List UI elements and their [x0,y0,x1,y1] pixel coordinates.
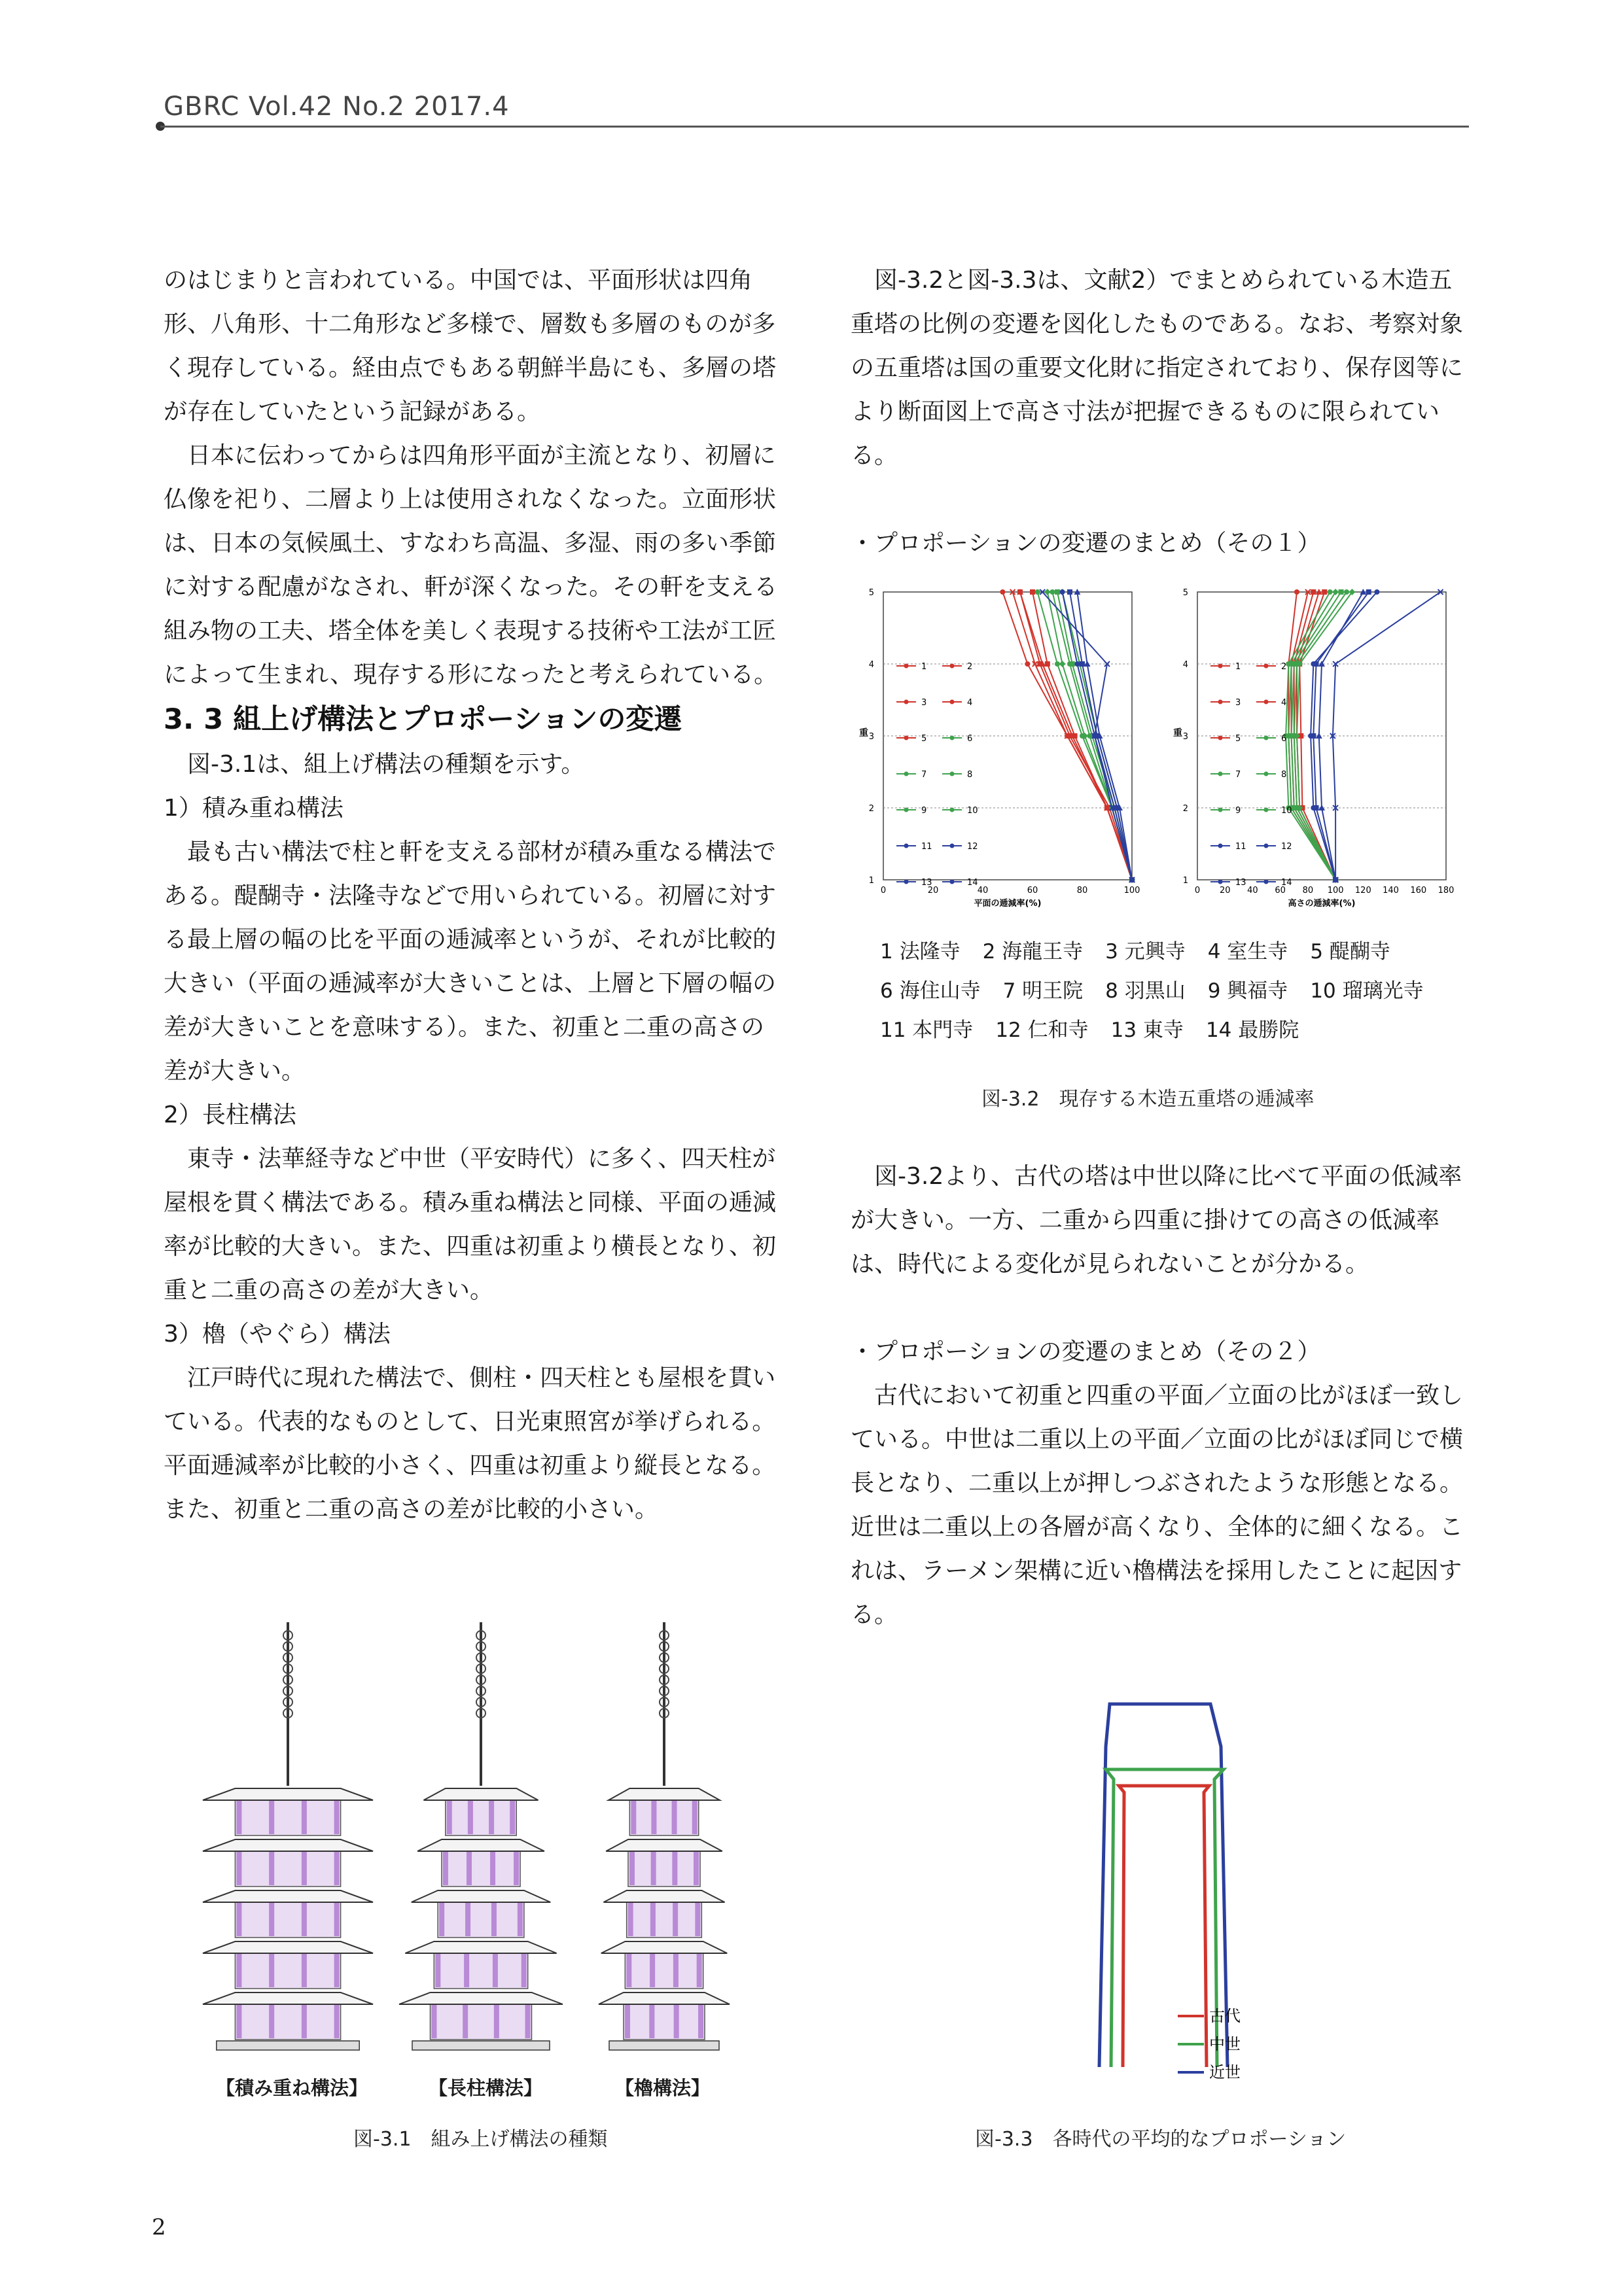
eave-roof [599,1992,730,2004]
legend-label: 5 [1235,734,1241,744]
column [651,1851,656,1885]
temple-list [880,932,1482,1050]
eave-roof [606,1839,722,1851]
eave-roof [417,1839,544,1851]
column [672,1851,677,1885]
y-axis-label: 重 [1173,728,1182,739]
legend-marker [950,844,955,848]
data-point [1072,733,1078,739]
legend-ancient: 古代 [1209,2007,1241,2025]
data-point [1087,733,1092,739]
label-long-column-method: 【長柱構法】 [429,2077,543,2099]
floor-body [434,1952,527,1989]
column [443,1851,448,1885]
y-tick-label: 3 [1182,732,1188,742]
right-column-top [851,258,1469,565]
floor-body [624,2003,705,2040]
column [334,1800,340,1834]
data-point [1366,589,1371,595]
fig-3-3-proportion [1073,1694,1302,2119]
column [432,2004,437,2038]
fig-3-1-pagodas [196,1596,733,2067]
column [269,1902,274,1936]
column [672,1800,677,1834]
legend-label: 6 [1281,734,1287,744]
column [269,1851,274,1885]
x-tick-label: 160 [1410,886,1427,896]
legend-marker [1264,844,1269,848]
column [625,2004,630,2038]
y-tick-label: 4 [868,660,874,670]
label-tower-method: 【櫓構法】 [615,2077,711,2099]
legend-label: 13 [1235,878,1246,888]
data-point [1080,661,1085,667]
legend-marker [1264,772,1269,776]
legend-marker [904,700,909,704]
legend-modern: 近世 [1209,2063,1241,2081]
legend-label: 2 [967,662,973,672]
right-para-2: 図-3.2より、古代の塔は中世以降に比べて平面の低減率が大きい。一方、二重から四重に掛けての高さの低減率は、時代による変化が見られないことが分かる。 [851,1163,1462,1278]
pagoda-sections [196,1596,733,2067]
method3-title: 3）櫓（やぐら）構法 [164,1321,391,1348]
temple-list-item: 11 本門寺 [880,1018,974,1042]
data-point [1060,589,1065,595]
floor-body [627,1901,702,1938]
column [525,2004,531,2038]
fig-3-2-caption: 図-3.2 現存する木造五重塔の逓減率 [981,1088,1315,1111]
temple-list-item: 1 法隆寺 [880,940,961,964]
left-para-1: のはじまりと言われている。中国では、平面形状は四角形、八角形、十二角形など多様で、層数も多層のものが多く現存している。経由点でもある朝鮮半島にも、多層の塔が存在していたという記録がある。 [164,267,777,425]
column [490,1851,495,1885]
floor-body [431,2003,532,2040]
y-tick-label: 4 [1182,660,1188,670]
column [467,1851,472,1885]
legend-label: 10 [1281,806,1292,816]
data-point [1339,589,1344,595]
temple-list-item: 2 海龍王寺 [982,940,1084,964]
y-tick-label: 2 [1182,804,1188,814]
column [650,1953,655,1987]
legend-marker [1264,664,1269,669]
column [465,1902,470,1936]
column [435,1953,440,1987]
temple-list-item: 12 仁和寺 [995,1018,1089,1042]
legend-marker [1218,808,1223,812]
legend-marker [904,772,909,776]
x-tick-label: 100 [1123,886,1140,896]
x-axis-label: 高さの逓減率(%) [1288,899,1356,909]
x-tick-label: 180 [1438,886,1455,896]
page-number: 2 [152,2214,166,2240]
y-axis-label: 重 [859,728,868,739]
floor-body [235,1799,340,1835]
legend-label: 5 [921,734,927,744]
legend-marker [1264,700,1269,704]
journal-header: GBRC Vol.42 No.2 2017.4 [164,92,510,122]
column [628,1902,633,1936]
legend-label: 7 [921,770,927,780]
x-tick-label: 60 [1275,886,1286,896]
section-intro: 図-3.1は、組上げ構法の種類を示す。 [187,751,585,778]
column [334,1902,340,1936]
right-para-3: 古代において初重と四重の平面／立面の比がほぼ一致している。中世は二重以上の平面／立面の比がほぼ同じで横長となり、二重以上が押しつぶされたような形態となる。近世は二重以上の各層が高くなり、全体的に細くなる。これは、ラーメン架構に近い櫓構法を採用したことに起因する。 [851,1382,1464,1628]
label-stacking-method: 【積み重ね構法】 [216,2077,368,2099]
y-tick-label: 1 [1182,876,1188,886]
temple-list-item: 4 室生寺 [1207,940,1288,964]
data-point [1035,589,1040,595]
legend-label: 13 [921,878,932,888]
legend-label: 8 [1281,770,1287,780]
era-modern-outline [1099,1704,1227,2067]
column [269,1953,274,1987]
right-column-bottom [851,1155,1469,1637]
floor-body [629,1799,698,1835]
data-point [1332,589,1339,595]
column [334,1953,340,1987]
column [269,2004,274,2038]
data-point [1311,661,1316,667]
method2-title: 2）長柱構法 [164,1102,296,1128]
legend-label: 12 [967,842,978,852]
fig-3-3-caption: 図-3.3 各時代の平均的なプロポーション [975,2128,1347,2151]
column [334,2004,340,2038]
legend-label: 9 [921,806,927,816]
method3-text: 江戸時代に現れた構法で、側柱・四天柱とも屋根を貫いている。代表的なものとして、日光東照宮が挙げられる。平面逓減率が比較的小さく、四重は初重より縦長となる。また、初重と二重の高さの差が比較的小さい。 [164,1365,776,1523]
legend-label: 4 [967,698,973,708]
legend-marker [904,844,909,848]
column [694,1851,699,1885]
legend-marker [1264,808,1269,812]
column [269,1800,274,1834]
temple-list-item: 8 羽黒山 [1105,979,1186,1003]
data-point [1374,589,1379,595]
column [514,1851,519,1885]
data-point [1050,589,1055,595]
temple-list-item: 5 醍醐寺 [1310,940,1390,964]
floor-body [235,1952,340,1989]
data-point [1074,661,1080,667]
column [464,1953,469,1987]
column [649,2004,654,2038]
podium [609,2041,719,2050]
podium [412,2041,550,2050]
eave-roof [424,1788,538,1800]
legend-marker [904,664,909,669]
method2-text: 東寺・法華経寺など中世（平安時代）に多く、四天柱が屋根を貫く構法である。積み重ね構法と同様、平面の逓減率が比較的大きい。また、四重は初重より横長となり、初重と二重の高さの差が大きい。 [164,1145,777,1304]
legend-medieval: 中世 [1209,2035,1241,2053]
temple-list-item: 7 明王院 [1002,979,1084,1003]
temple-list-item: 6 海住山寺 [880,979,981,1003]
eave-roof [203,1839,373,1851]
temple-list-item: 14 最勝院 [1205,1018,1299,1042]
column [698,2004,703,2038]
column [494,2004,499,2038]
section-heading: 3. 3 組上げ構法とプロポーションの変遷 [164,703,682,736]
floor-body [235,1901,340,1938]
column [631,1800,636,1834]
column [697,1953,702,1987]
x-tick-label: 40 [1247,886,1258,896]
proportion-outline [1073,1694,1302,2119]
x-tick-label: 60 [1027,886,1038,896]
column [493,1953,498,1987]
eave-roof [203,1890,373,1902]
data-point [1000,589,1005,595]
summary2-title: ・プロポーションの変遷のまとめ（その２） [851,1338,1321,1365]
summary1-title: ・プロポーションの変遷のまとめ（その１） [851,530,1321,557]
x-axis-label: 平面の逓減率(%) [974,899,1042,909]
column [695,1902,700,1936]
legend-marker [1264,736,1269,740]
y-tick-label: 1 [868,876,874,886]
legend-marker [904,736,909,740]
column [629,1851,635,1885]
legend-marker [904,880,909,884]
legend-marker [950,808,955,812]
column [510,1800,515,1834]
floor-body [446,1799,517,1835]
column [673,1902,678,1936]
temple-list-item: 13 東寺 [1110,1018,1184,1042]
x-tick-label: 40 [977,886,989,896]
legend-marker [1218,736,1223,740]
legend-label: 4 [1281,698,1287,708]
floor-body [438,1901,524,1938]
data-point [1308,733,1313,739]
eave-roof [203,1788,373,1800]
data-point [1067,661,1072,667]
method1-title: 1）積み重ね構法 [164,795,344,822]
column [491,1902,497,1936]
data-point [1328,589,1333,595]
legend-label: 14 [967,878,978,888]
legend-label: 11 [1235,842,1246,852]
legend-marker [1218,700,1223,704]
column [236,1800,241,1834]
legend-marker [1218,664,1223,669]
legend-label: 11 [921,842,932,852]
temple-list-item: 10 瑠璃光寺 [1310,979,1424,1003]
data-point [1025,661,1030,667]
data-point [1344,589,1349,595]
column [673,1953,679,1987]
column [468,1800,473,1834]
column [302,1851,307,1885]
column [236,1902,241,1936]
fig-3-1-caption: 図-3.1 組み上げ構法の種類 [353,2128,608,2151]
data-point [1322,589,1327,595]
data-point [1059,661,1066,667]
left-para-2: 日本に伝わってからは四角形平面が主流となり、初層に仏像を祀り、二層より上は使用されなくなった。立面形状は、日本の気候風土、すなわち高温、多湿、雨の多い季節に対する配慮がなされ、軒が深くなった。その軒を支える組み物の工夫、塔全体を美しく表現する技術や工法が工匠によって生まれ、現存する形になったと考えられている。 [164,442,778,688]
legend-marker [950,736,955,740]
legend-label: 1 [1235,662,1241,672]
legend-marker [950,664,955,669]
legend-marker [1264,880,1269,884]
eave-roof [601,1941,728,1953]
x-tick-label: 80 [1076,886,1088,896]
era-ancient-outline [1119,1786,1209,2067]
right-para-1: 図-3.2と図-3.3は、文献2）でまとめられている木造五重塔の比例の変遷を図化したものである。なお、考察対象の五重塔は国の重要文化財に指定されており、保存図等により断面図上で高さ寸法が把握できるものに限られている。 [851,267,1464,469]
temple-list-item: 9 興福寺 [1207,979,1288,1003]
column [334,1851,340,1885]
legend-label: 6 [967,734,973,744]
legend-label: 10 [967,806,978,816]
column [302,2004,307,2038]
y-tick-label: 5 [1182,588,1188,598]
data-point [1045,661,1050,667]
legend-marker [950,700,955,704]
column [236,2004,241,2038]
floor-body [235,1850,340,1887]
column [439,1902,444,1936]
series-line-12 [1319,592,1364,880]
column [302,1902,307,1936]
floor-body [235,2003,340,2040]
left-column [164,258,785,1531]
column [651,1800,656,1834]
legend-label: 3 [921,698,927,708]
eave-roof [203,1941,373,1953]
column [463,2004,468,2038]
legend-label: 7 [1235,770,1241,780]
data-point [1294,589,1299,595]
data-point [1311,805,1316,810]
eave-roof [399,1992,563,2004]
legend-label: 8 [967,770,973,780]
floor-body [628,1850,700,1887]
podium [217,2041,359,2050]
column [521,1953,527,1987]
legend-marker [904,808,909,812]
data-point [1030,589,1035,595]
legend-label: 12 [1281,842,1292,852]
column [674,2004,679,2038]
legend-label: 3 [1235,698,1241,708]
floor-body [442,1850,520,1887]
column [447,1800,452,1834]
column [236,1851,241,1885]
legend-marker [1218,880,1223,884]
column [626,1953,631,1987]
column [650,1902,656,1936]
y-tick-label: 5 [868,588,874,598]
eave-roof [609,1788,720,1800]
legend-marker [1218,772,1223,776]
legend-label: 14 [1281,878,1292,888]
x-tick-label: 80 [1302,886,1314,896]
column [236,1953,241,1987]
x-tick-label: 20 [927,886,939,896]
x-tick-label: 0 [1194,886,1201,896]
x-tick-label: 140 [1383,886,1399,896]
eave-roof [405,1941,556,1953]
data-point [1067,589,1072,595]
column [518,1902,523,1936]
y-tick-label: 3 [868,732,874,742]
temple-list-item: 3 元興寺 [1105,940,1186,964]
fig-3-2-charts [857,576,1472,922]
legend-label: 9 [1235,806,1241,816]
header-rule [160,126,1469,128]
floor-body [625,1952,703,1989]
eave-roof [604,1890,725,1902]
column [302,1800,307,1834]
eave-roof [412,1890,551,1902]
column [692,1800,697,1834]
x-tick-label: 20 [1219,886,1231,896]
method1-text: 最も古い構法で柱と軒を支える部材が積み重なる構法である。醍醐寺・法隆寺などで用いられている。初層に対する最上層の幅の比を平面の逓減率というが、それが比較的大きい（平面の逓減率が大きいことは、上層と下層の幅の差が大きいことを意味する）。また、初重と二重の高さの差が大きい。 [164,839,777,1085]
reduction-rate-charts [857,576,1472,922]
legend-marker [950,880,955,884]
y-tick-label: 2 [868,804,874,814]
legend-label: 1 [921,662,927,672]
x-tick-label: 120 [1354,886,1371,896]
legend-label: 2 [1281,662,1287,672]
legend-marker [1218,844,1223,848]
data-point [1311,589,1316,595]
eave-roof [203,1992,373,2004]
x-tick-label: 100 [1327,886,1344,896]
column [489,1800,494,1834]
legend-marker [950,772,955,776]
column [302,1953,307,1987]
x-tick-label: 0 [880,886,887,896]
